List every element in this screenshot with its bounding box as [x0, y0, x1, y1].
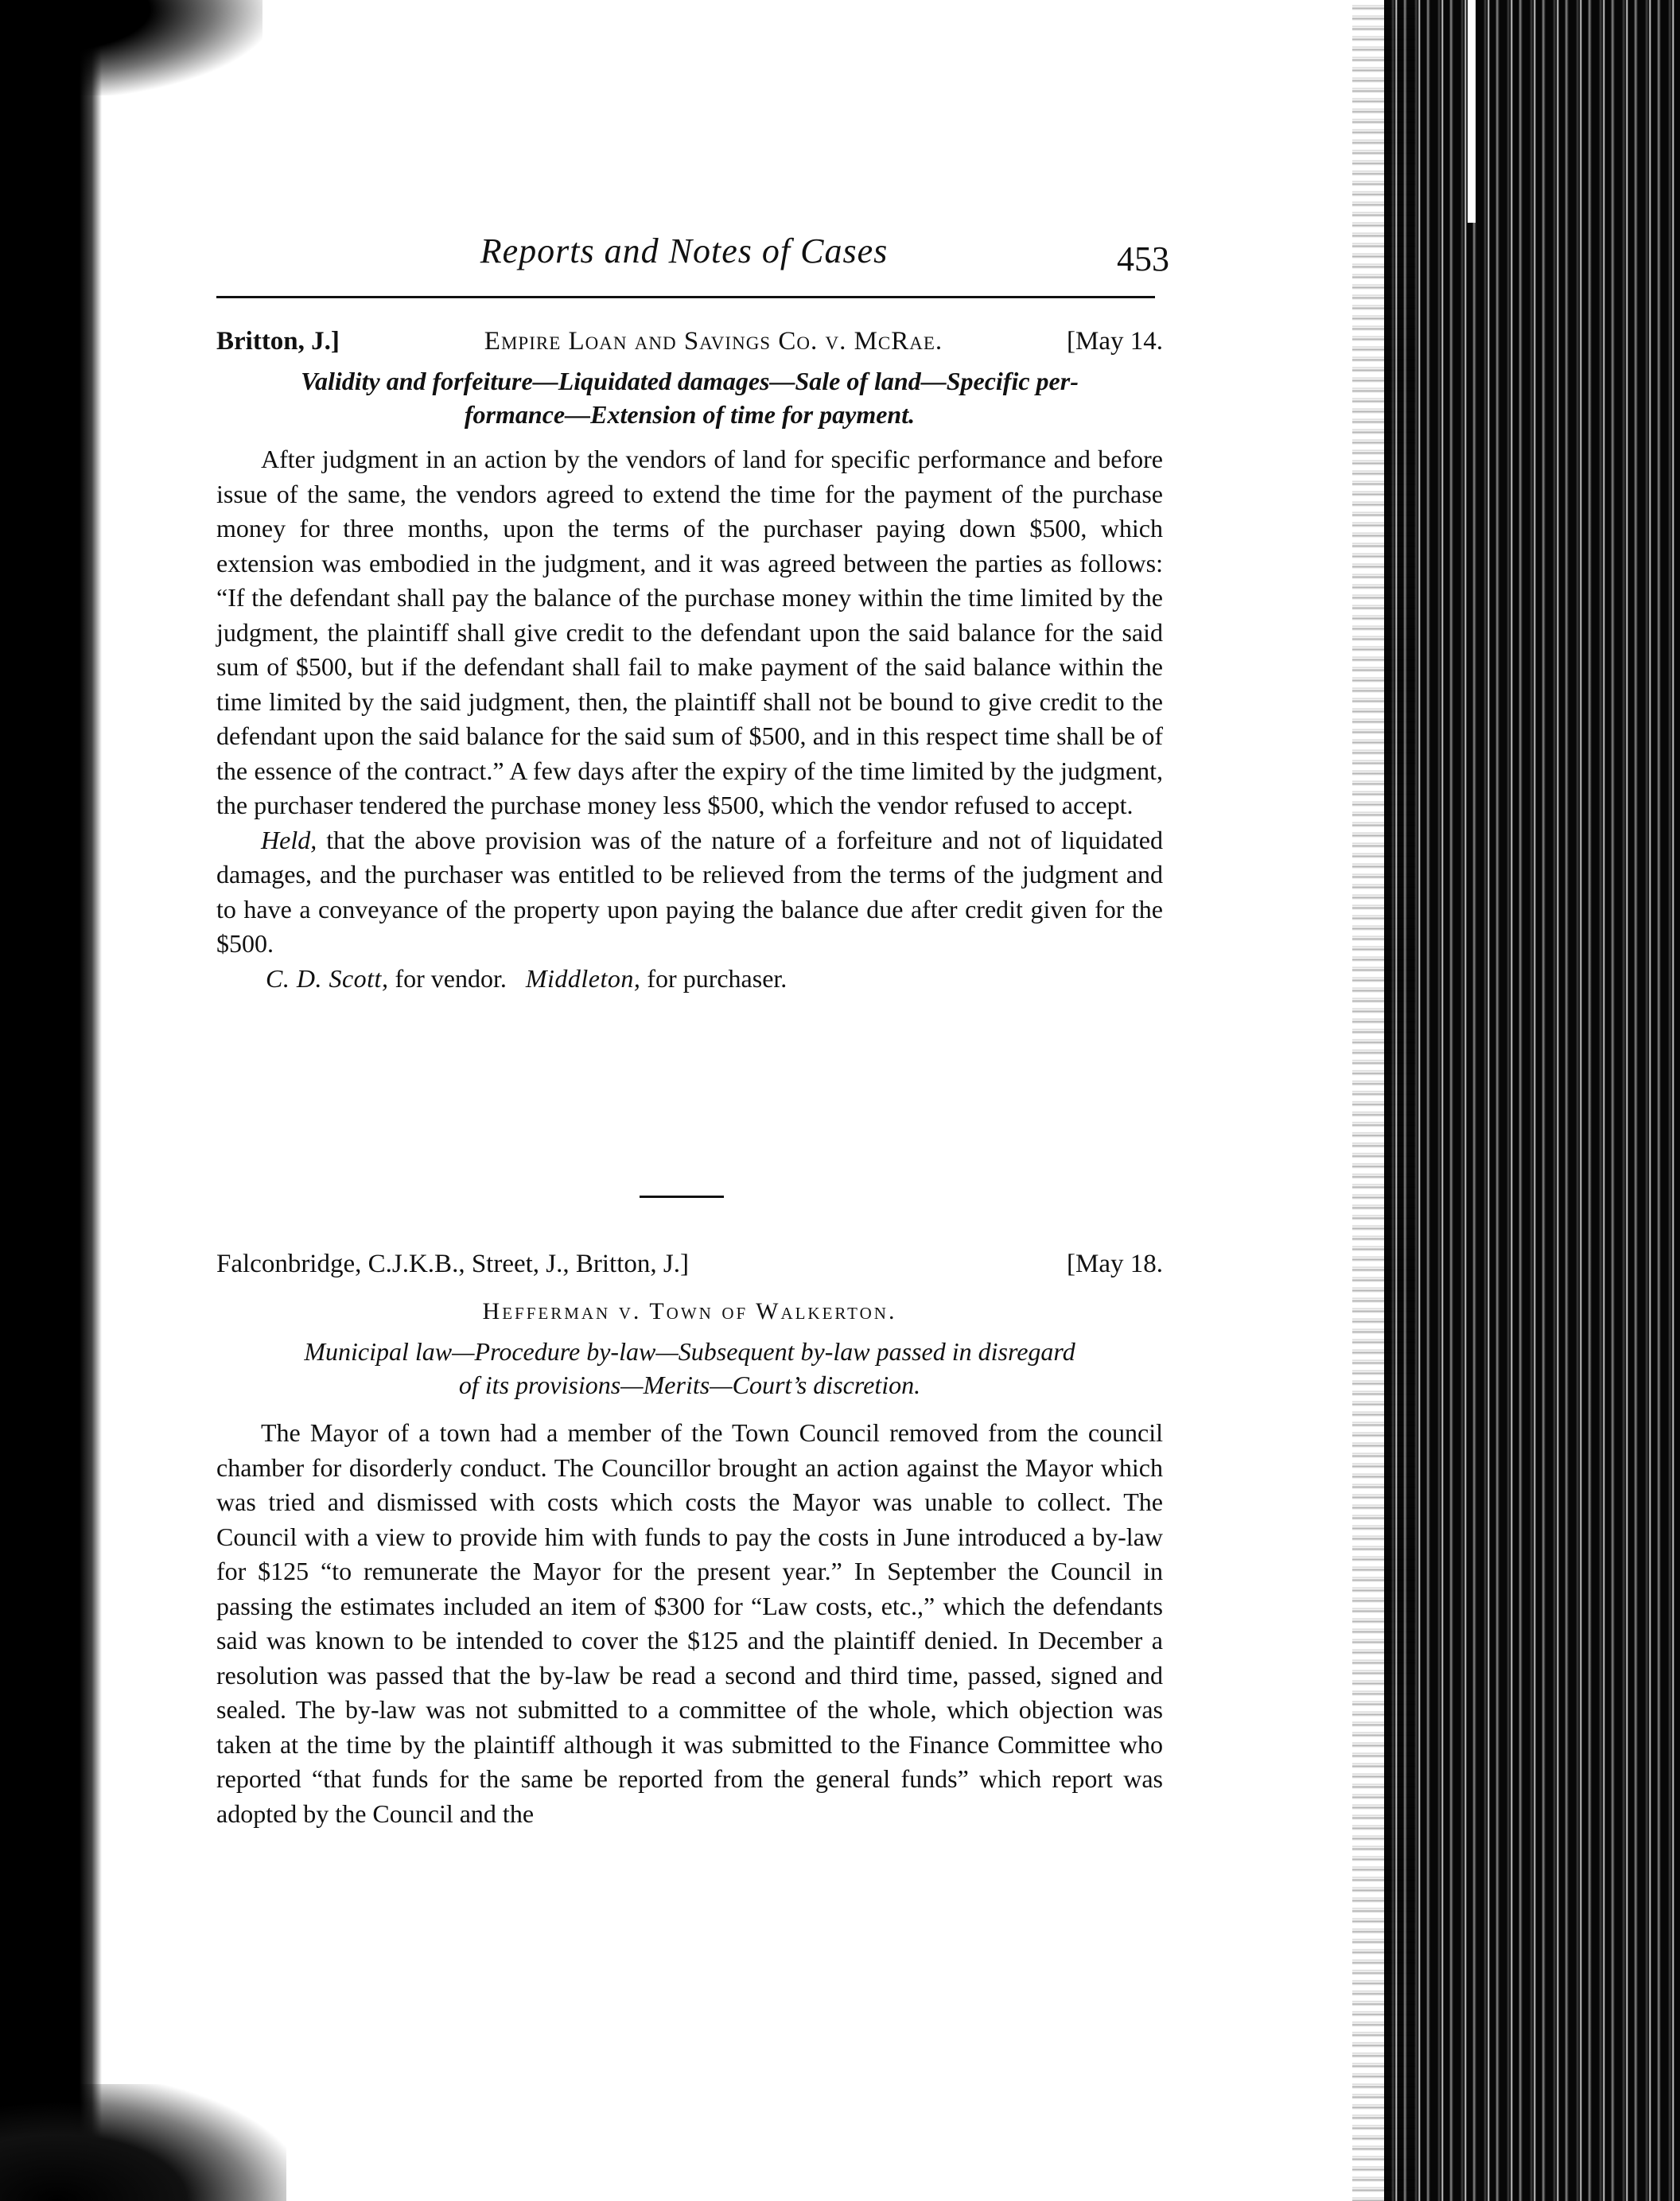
scan-streak: [1468, 0, 1476, 223]
case-held-paragraph: [216, 823, 1163, 962]
case-catchwords: [216, 364, 1163, 431]
case-heading-row: [216, 1241, 1163, 1284]
counsel-vendor-role: for vendor.: [388, 963, 507, 993]
case-facts-paragraph: The Mayor of a town had a member of the Town Council removed from the council chamber for disorderly conduct. The Councillor brought an action against the Mayor which was tried and dismissed with costs which costs the Mayor was unable to collect. The Council with a view to provide him with funds to pay the costs in June introduced a by-law for $125 “to remunerate the Mayor for the present year.” In September the Council in passing the estimates included an item of $300 for “Law costs, etc.,” which the defendants said was known to be intended to cover the $125 and the plaintiff denied. In December a resolution was passed that the by-law be read a second and third time, passed, signed and sealed. The by-law was not submitted to a committee of the whole, which objection was taken at the time by the plaintiff although it was submitted to the Finance Committee who reported “that funds for the same be reported from the general funds” which report was adopted by the Council and the: [216, 1418, 1163, 1828]
scan-shadow-left: [0, 0, 102, 2201]
case-date: [May 14.: [1067, 327, 1163, 356]
case-catchwords: [216, 1335, 1163, 1402]
header-rule: [216, 296, 1155, 298]
held-text: that the above provision was of the nature of a forfeiture and not of liquidated damages, and the purchaser was entitled to be relieved from the terms of the judgment and to have a conveyance of the property upon paying the balance due after credit given for the $500.: [216, 825, 1163, 958]
scan-blot-top-left: [0, 0, 262, 95]
case-hefferman: [216, 1241, 1163, 1831]
scan-binding-right: [1384, 0, 1680, 2201]
case-title: Hefferman v. Town of Walkerton.: [482, 1298, 897, 1324]
catchwords-line: formance—Extension of time for payment.: [464, 400, 916, 429]
catchwords-line: Municipal law—Procedure by-law—Subsequent by-law passed in disregard: [304, 1337, 1075, 1366]
case-judges: Falconbridge, C.J.K.B., Street, J., Britton, J.]: [216, 1250, 689, 1278]
case-facts-paragraph: After judgment in an action by the vendors of land for specific performance and before issue of the same, the vendors agreed to extend the time for the payment of the purchase money for three months, upon the terms of the purchaser paying down $500, which extension was embodied in the judgment, and it was agreed between the parties as follows: “If the defendant shall pay the balance of the purchase money within the time limited by the judgment, the plaintiff shall give credit to the defendant upon the said balance for the said sum of $500, but if the defendant shall fail to make payment of the said balance within the time limited by the said judgment, then, the plaintiff shall not be bound to give credit to the defendant upon the said balance for the said sum of $500, and in this respect time shall be of the essence of the contract.” A few days after the expiry of the time limited by the judgment, the purchaser tendered the purchase money less $500, which the vendor refused to accept.: [216, 445, 1163, 819]
counsel-purchaser-role: for purchaser.: [640, 963, 788, 993]
case-heading-row: [216, 318, 1163, 361]
running-head: Reports and Notes of Cases: [480, 231, 889, 270]
held-label: Held,: [261, 825, 317, 854]
page-number: 453: [1117, 239, 1169, 278]
case-title: Empire Loan and Savings Co. v. McRae.: [484, 327, 943, 356]
catchwords-line: of its provisions—Merits—Court’s discretion.: [458, 1371, 921, 1399]
case-divider: [640, 1196, 724, 1198]
catchwords-line: Validity and forfeiture—Liquidated damages—Sale of land—Specific per-: [301, 367, 1079, 395]
counsel-purchaser-name: Middleton,: [525, 963, 641, 993]
case-counsel: [216, 962, 1163, 997]
scan-blot-bottom-left: [0, 2084, 286, 2201]
counsel-vendor-name: C. D. Scott,: [266, 963, 389, 993]
case-judge: Britton, J.]: [216, 327, 340, 356]
case-empire-loan: [216, 318, 1163, 996]
case-date: [May 18.: [1067, 1250, 1163, 1278]
